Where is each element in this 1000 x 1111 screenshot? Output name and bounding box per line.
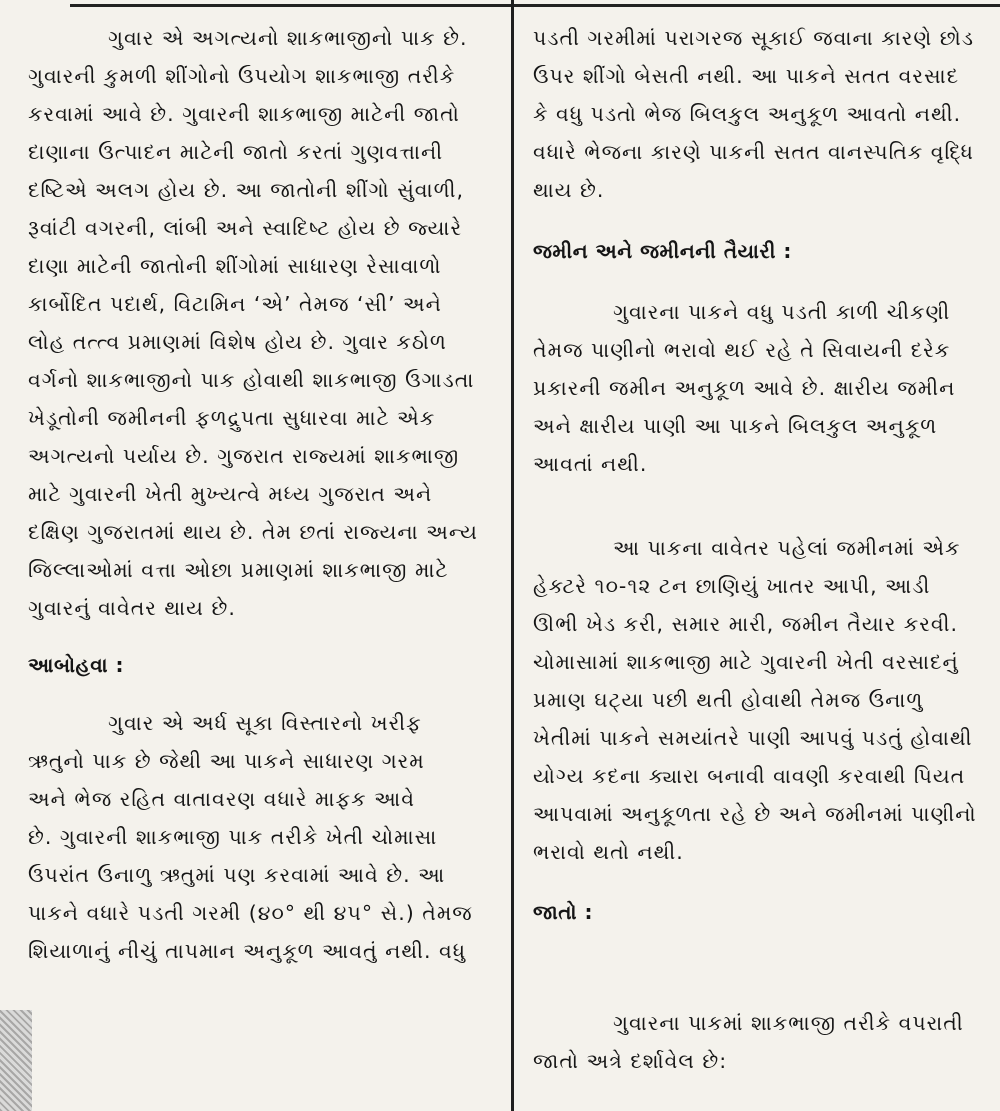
text-line: દષ્ટિએ અલગ હોય છે. આ જાતોની શીંગો સુંવાળી, [28,178,464,202]
text-line: દક્ષિણ ગુજરાતમાં થાય છે. તેમ છતાં રાજ્યના અન્ય [28,520,478,544]
text-line: વધારે ભેજના કારણે પાકની સતત વાનસ્પતિક વૃદ્ધિ [533,140,974,164]
text-line: ખેડૂતોની જમીનની ફળદ્રુપતા સુધારવા માટે એક [28,406,436,430]
text-line: માટે ગુવારની ખેતી મુખ્યત્વે મધ્ય ગુજરાત અને [28,482,433,506]
text-line: ઉપર શીંગો બેસતી નથી. આ પાકને સતત વરસાદ [533,64,960,88]
column-divider [511,0,514,1111]
text-line: અને ક્ષારીય પાણી આ પાકને બિલકુલ અનુકૂળ [533,414,938,438]
text-line: રૂવાંટી વગરની, લાંબી અને સ્વાદિષ્ટ હોય છે જ્યારે [28,216,463,240]
text-line: વર્ગનો શાકભાજીનો પાક હોવાથી શાકભાજી ઉગાડતા [28,368,475,392]
text-line: ગુવારના પાકને વધુ પડતી કાળી ચીકણી [613,300,951,324]
text-line: શિયાળાનું નીચું તાપમાન અનુકૂળ આવતું નથી. વધુ [28,939,467,963]
text-line: ગુવારની કુમળી શીંગોનો ઉપયોગ શાકભાજી તરીકે [28,64,456,88]
text-line: કાર્બોદિત પદાર્થ, વિટામિન ‘એ’ તેમજ ‘સી’ અને [28,292,442,316]
text-line: અગત્યનો પર્યાય છે. ગુજરાત રાજ્યમાં શાકભાજી [28,444,460,468]
text-line: ચોમાસામાં શાકભાજી માટે ગુવારની ખેતી વરસાદનું [533,650,959,674]
text-line: પ્રકારની જમીન અનુકૂળ આવે છે. ક્ષારીય જમીન [533,376,956,400]
section-heading-varieties: જાતો : [533,900,593,924]
text-line: ખેતીમાં પાકને સમયાંતરે પાણી આપવું પડતું હોવાથી [533,726,973,750]
scan-shading [0,1010,32,1111]
text-line: ગુવાર એ અર્ધ સૂકા વિસ્તારનો ખરીફ [108,711,422,735]
text-line: કે વધુ પડતો ભેજ બિલકુલ અનુકૂળ આવતો નથી. [533,102,962,126]
text-line: ગુવારના પાકમાં શાકભાજી તરીકે વપરાતી [613,1011,964,1035]
text-line: પડતી ગરમીમાં પરાગરજ સૂકાઈ જવાના કારણે છોડ [533,26,974,50]
text-line: આવતાં નથી. [533,452,648,476]
text-line: આ પાકના વાવેતર પહેલાં જમીનમાં એક [613,536,961,560]
text-line: હેક્ટરે ૧૦-૧૨ ટન છાણિયું ખાતર આપી, આડી [533,574,931,598]
text-line: ગુવારનું વાવેતર થાય છે. [28,596,236,620]
text-line: કરવામાં આવે છે. ગુવારની શાકભાજી માટેની જાતો [28,102,460,126]
text-line: તેમજ પાણીનો ભરાવો થઈ રહે તે સિવાયની દરેક [533,338,951,362]
top-rule [70,4,1000,7]
text-line: જિલ્લાઓમાં વત્તા ઓછા પ્રમાણમાં શાકભાજી માટે [28,558,449,582]
text-line: દાણા માટેની જાતોની શીંગોમાં સાધારણ રેસાવાળો [28,254,442,278]
text-line: યોગ્ય કદના ક્યારા બનાવી વાવણી કરવાથી પિયત [533,764,966,788]
text-line: પ્રમાણ ઘટ્યા પછી થતી હોવાથી તેમજ ઉનાળુ [533,688,924,712]
section-heading-climate: આબોહવા : [28,653,125,677]
text-line: પાકને વધારે પડતી ગરમી (૪૦° થી ૪૫° સે.) તેમજ [28,901,473,925]
section-heading-land: જમીન અને જમીનની તૈયારી : [533,239,792,263]
text-line: ગુવાર એ અગત્યનો શાકભાજીનો પાક છે. [108,26,468,50]
text-line: લોહ તત્ત્વ પ્રમાણમાં વિશેષ હોય છે. ગુવાર કઠોળ [28,330,447,354]
text-line: ભરાવો થતો નથી. [533,840,684,864]
text-line: અને ભેજ રહિત વાતાવરણ વધારે માફક આવે [28,787,415,811]
text-line: ઉપરાંત ઉનાળુ ઋતુમાં પણ કરવામાં આવે છે. આ [28,863,446,887]
text-line: જાતો અત્રે દર્શાવેલ છે: [533,1049,728,1073]
text-line: આપવામાં અનુકૂળતા રહે છે અને જમીનમાં પાણીનો [533,802,977,826]
text-line: થાય છે. [533,178,605,202]
text-line: છે. ગુવારની શાકભાજી પાક તરીકે ખેતી ચોમાસા [28,825,438,849]
text-line: દાણાના ઉત્પાદન માટેની જાતો કરતાં ગુણવત્તાની [28,140,444,164]
text-line: ઋતુનો પાક છે જેથી આ પાકને સાધારણ ગરમ [28,749,425,773]
text-line: ઊભી ખેડ કરી, સમાર મારી, જમીન તૈયાર કરવી. [533,612,959,636]
